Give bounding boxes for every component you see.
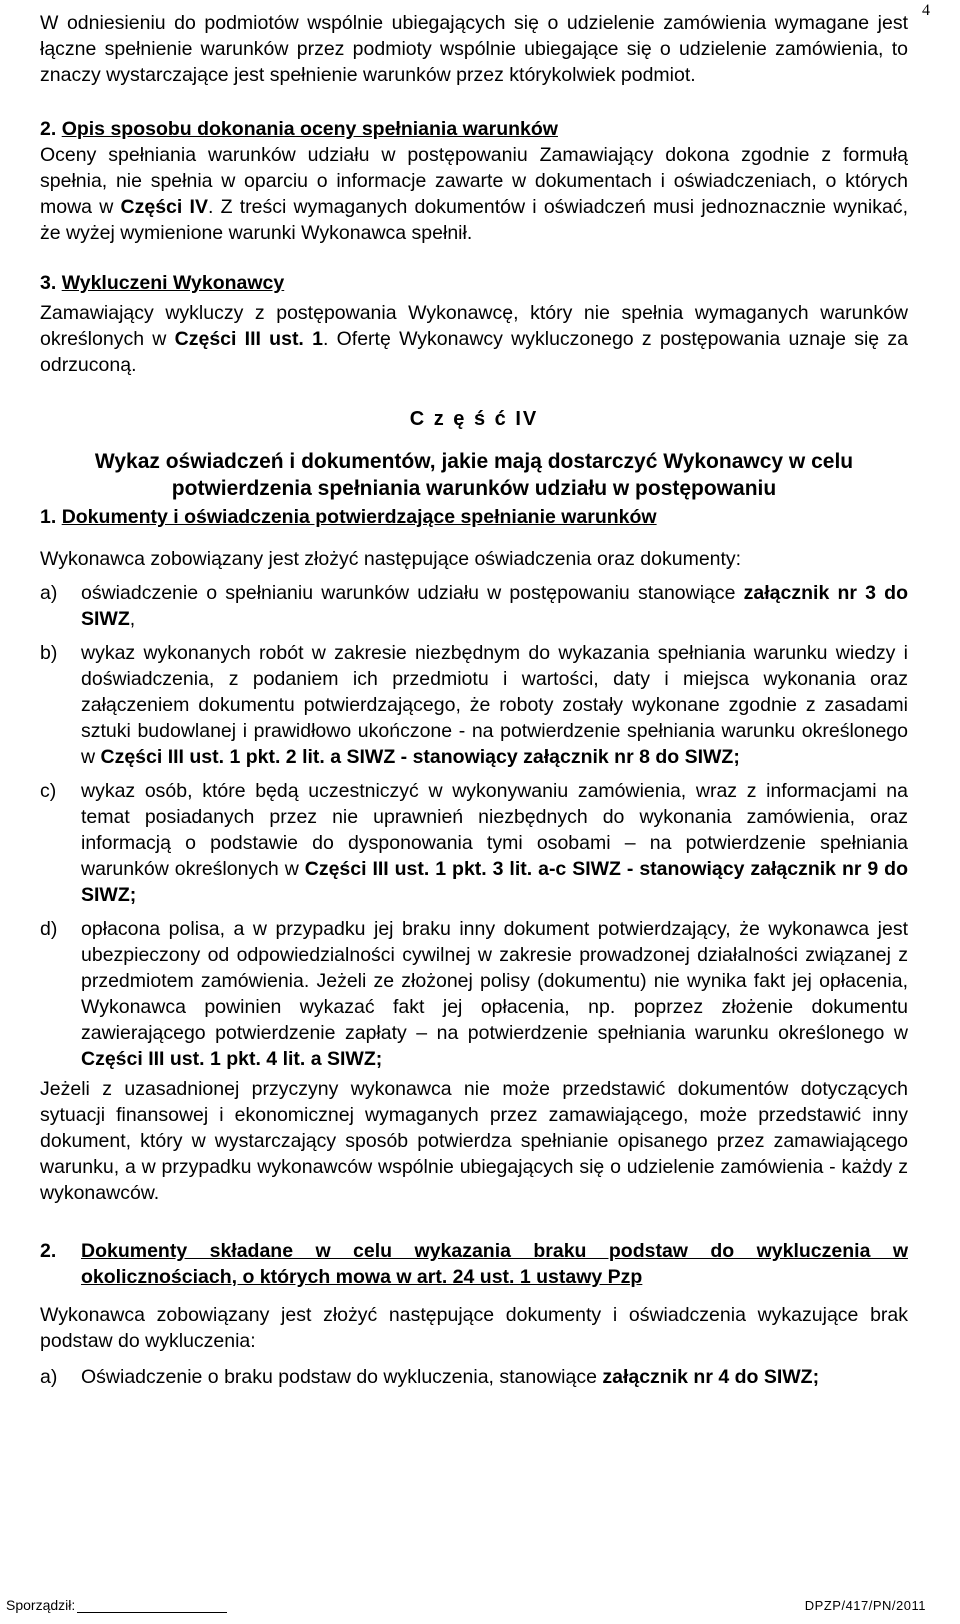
point-2-number: 2.: [40, 1240, 57, 1262]
list-item-text: wykaz wykonanych robót w zakresie niezbędnym do wykazania spełniania warunku wiedzy i doświadczenia, z podaniem ich przedmiotu i wartości, daty i miejsca wykonania oraz załączeniem dokumentu potwierdzającego, że roboty zostały wykonane zgodnie z zasadami sztuki budowlanej i prawidłowo ukończone - na potwierdzenie spełniania warunku określonego w: [81, 642, 908, 768]
list-marker: a): [40, 582, 58, 604]
list-item-tail: ,: [129, 608, 136, 630]
list-item: [40, 916, 908, 1072]
list-marker: b): [40, 642, 58, 664]
point-1-number: 1.: [40, 506, 57, 528]
point-2-heading: [40, 1238, 908, 1290]
list-item-bold: załącznik nr 4 do SIWZ;: [602, 1366, 820, 1388]
section-2-title: Opis sposobu dokonania oceny spełniania warunków: [61, 118, 558, 140]
point-1-title: Dokumenty i oświadczenia potwierdzające spełnianie warunków: [61, 506, 657, 528]
list-item: [40, 640, 908, 770]
point-2-intro: Wykonawca zobowiązany jest złożyć następujące dokumenty i oświadczenia wykazujące brak podstaw do wykluczenia:: [40, 1304, 908, 1352]
section-3-body-b: . Ofertę Wykonawcy wykluczonego z postępowania uznaje się za odrzuconą.: [40, 328, 908, 376]
section-2-body-ref: Części IV: [120, 196, 208, 218]
list-item: [40, 580, 908, 632]
part-title: C z ę ś ć IV: [409, 408, 539, 430]
list-item-text: opłacona polisa, a w przypadku jej braku inny dokument potwierdzający, że wykonawca jest ubezpieczony od odpowiedzialności cywilnej w zakresie prowadzonej działalności związanej z przedmiotem zamówienia. Jeżeli ze złożonej polisy (dokumentu) nie wynika fakt jej opłacenia, Wykonawca powinien wykazać fakt jej opłacenia, np. poprzez złożenie dokumentu zawierającego potwierdzenie zapłaty – na potwierdzenie spełniania warunku określonego w: [81, 918, 908, 1044]
section-3-body-a: Zamawiający wykluczy z postępowania Wykonawcę, który nie spełnia wymaganych warunków określonych w: [40, 302, 908, 350]
list-marker: c): [40, 780, 57, 802]
section-2-heading: [40, 116, 908, 142]
page-number: 4: [922, 2, 930, 19]
section-2-number: 2.: [40, 118, 57, 140]
point-1-heading: [40, 504, 908, 530]
part-subtitle-1: Wykaz oświadczeń i dokumentów, jakie mają dostarczyć Wykonawcy w celu: [94, 450, 854, 473]
list-item-bold: Części III ust. 1 pkt. 4 lit. a SIWZ;: [81, 1048, 383, 1070]
point-1-list: [40, 580, 908, 1072]
section-3-body-ref: Części III ust. 1: [174, 328, 323, 350]
section-3-heading: [40, 270, 908, 296]
section-2-body-b: . Z treści wymaganych dokumentów i oświadczeń musi jednoznacznie wynikać, że wyżej wymienione warunki Wykonawca spełnił.: [40, 196, 908, 244]
list-item-text: oświadczenie o spełnianiu warunków udziału w postępowaniu stanowiące: [81, 582, 744, 604]
list-marker: a): [40, 1366, 58, 1388]
section-2-body-a: Oceny spełniania warunków udziału w postępowaniu Zamawiający dokona zgodnie z formułą spełnia, nie spełnia w oparciu o informacje zawarte w dokumentach i oświadczeniach, o których mowa w: [40, 144, 908, 218]
footer-label: Sporządził:: [6, 1597, 76, 1613]
list-item-text: wykaz osób, które będą uczestniczyć w wykonywaniu zamówienia, wraz z informacjami na temat posiadanych przez nie uprawnień niezbędnych do wykonania zamówienia, oraz informacją o podstawie do dysponowania tymi osobami – na potwierdzenie spełniania warunków określonych w: [81, 780, 908, 880]
list-item-bold: załącznik nr 3 do SIWZ: [81, 582, 908, 630]
section-2-body: [40, 142, 908, 246]
section-3-body: [40, 300, 908, 378]
list-item-text: Oświadczenie o braku podstaw do wykluczenia, stanowiące: [81, 1366, 603, 1388]
list-item-bold: Części III ust. 1 pkt. 3 lit. a-c SIWZ - stanowiący załącznik nr 9 do SIWZ;: [81, 858, 908, 906]
point-2-title: Dokumenty składane w celu wykazania braku podstaw do wykluczenia w okolicznościach, o których mowa w art. 24 ust. 1 ustawy Pzp: [81, 1240, 908, 1288]
list-marker: d): [40, 918, 58, 940]
document-page: [40, 0, 908, 1390]
footer-prepared-by: [6, 1597, 227, 1613]
list-item: [40, 778, 908, 908]
signature-line: [77, 1598, 227, 1613]
section-3-title: Wykluczeni Wykonawcy: [61, 272, 285, 294]
intro-paragraph: W odniesieniu do podmiotów wspólnie ubiegających się o udzielenie zamówienia wymagane jest łączne spełnienie warunków przez podmioty wspólnie ubiegające się o udzielenie zamówienia, to znaczy wystarczające jest spełnienie warunków przez którykolwiek podmiot.: [40, 12, 908, 86]
point-1-intro: Wykonawca zobowiązany jest złożyć następujące oświadczenia oraz dokumenty:: [40, 548, 742, 570]
part-subtitle-2: potwierdzenia spełniania warunków udziału w postępowaniu: [171, 477, 777, 500]
list-item: [40, 1364, 908, 1390]
section-3-number: 3.: [40, 272, 57, 294]
footer-document-code: DPZP/417/PN/2011: [804, 1598, 926, 1613]
point-2-list: [40, 1364, 908, 1390]
point-1-closing: Jeżeli z uzasadnionej przyczyny wykonawca nie może przedstawić dokumentów dotyczących sytuacji finansowej i ekonomicznej wymaganych przez zamawiającego, może przedstawić inny dokument, który w wystarczający sposób potwierdza spełnianie opisanego przez zamawiającego warunku, a w przypadku wykonawców wspólnie ubiegających się o udzielenie zamówienia - każdy z wykonawców.: [40, 1078, 908, 1204]
list-item-bold: Części III ust. 1 pkt. 2 lit. a SIWZ - stanowiący załącznik nr 8 do SIWZ;: [100, 746, 740, 768]
